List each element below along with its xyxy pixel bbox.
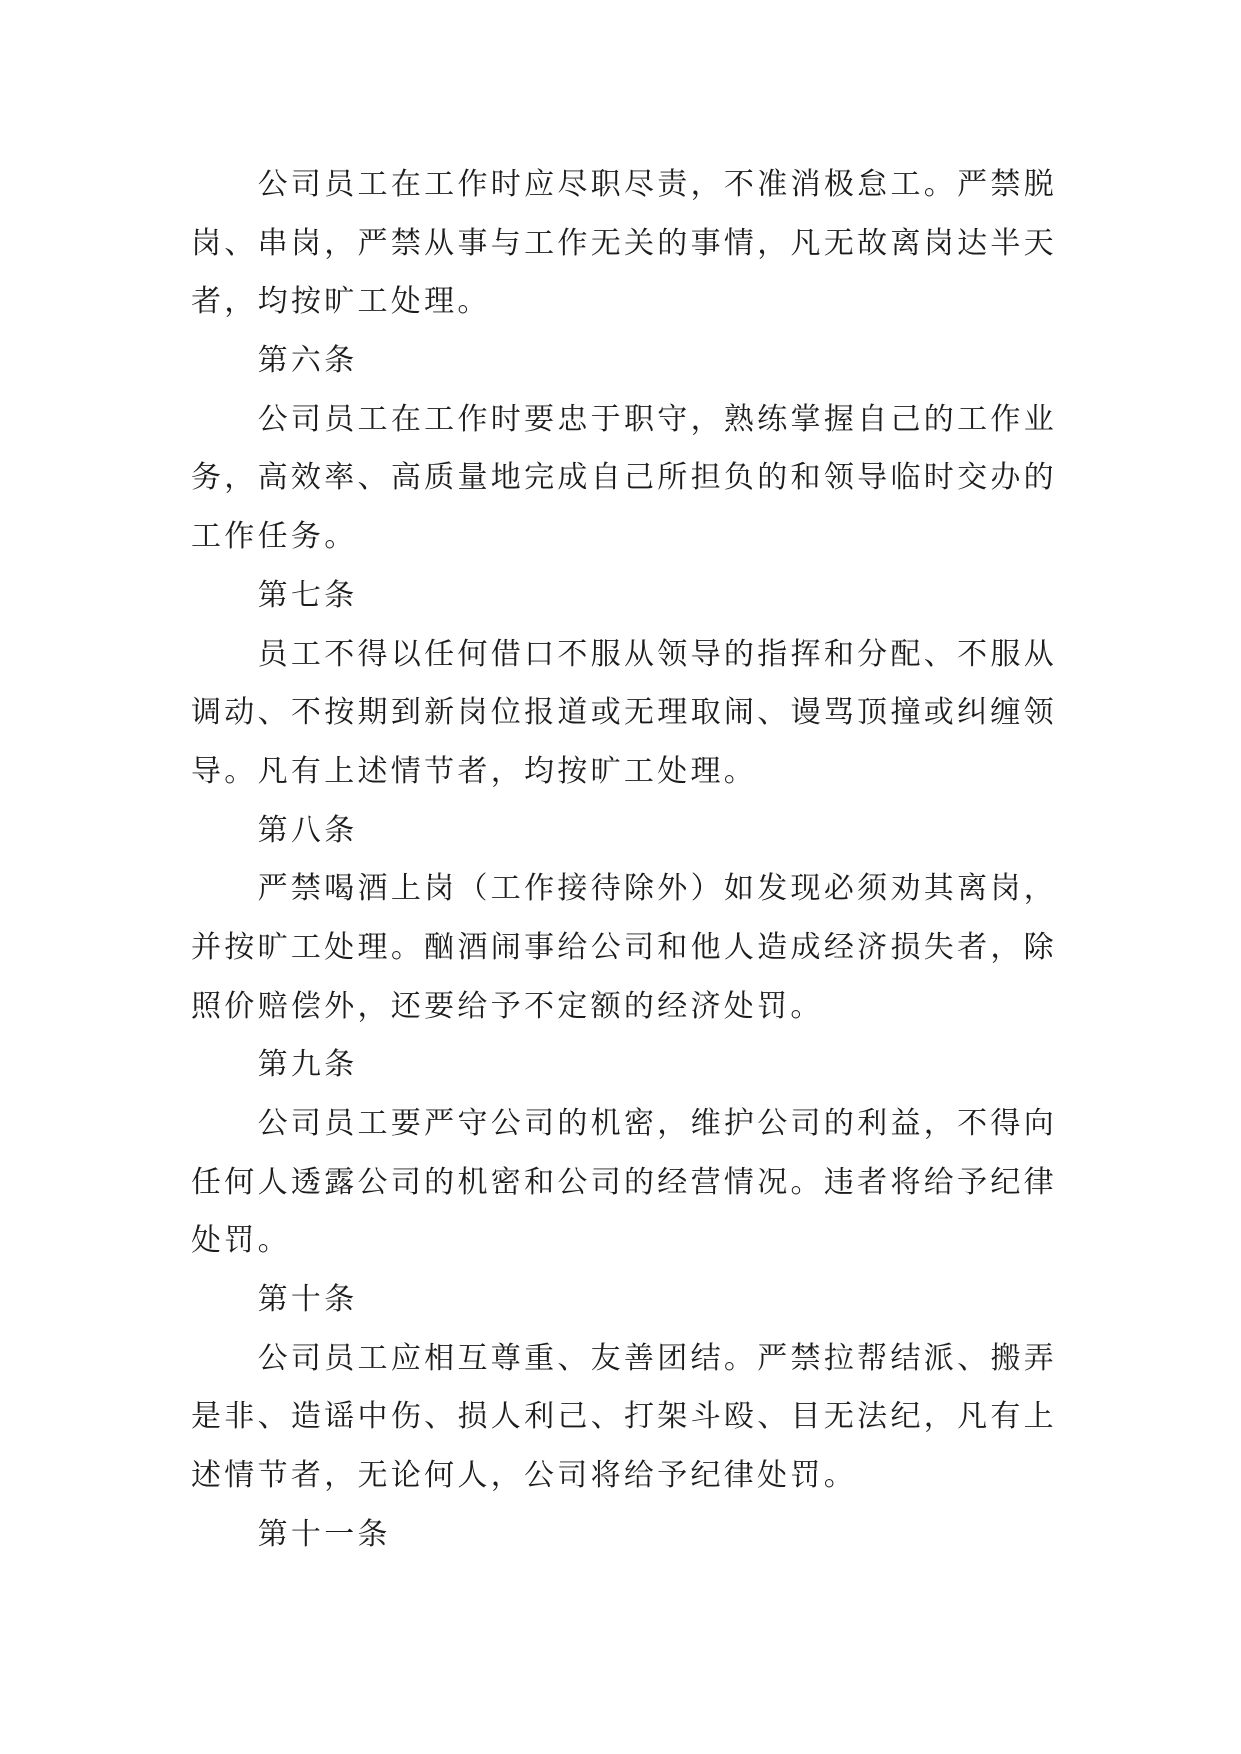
text-line: 调动、不按期到新岗位报道或无理取闹、谩骂顶撞或纠缠领 <box>191 695 1057 731</box>
article-heading <box>191 1271 1057 1330</box>
text-line: 公司员工在工作时应尽职尽责，不准消极怠工。严禁脱 <box>257 167 1057 202</box>
text-line: 公司员工应相互尊重、友善团结。严禁拉帮结派、搬弄 <box>257 1340 1057 1376</box>
text-line: 述情节者，无论何人，公司将给予纪律处罚。 <box>191 1458 857 1494</box>
paragraph <box>191 156 1057 332</box>
text-line: 导。凡有上述情节者，均按旷工处理。 <box>191 753 758 789</box>
article-heading <box>191 1036 1057 1095</box>
article-heading <box>191 332 1057 391</box>
article-heading-text: 第六条 <box>257 343 358 379</box>
text-line: 是非、造谣中伤、损人利己、打架斗殴、目无法纪，凡有上 <box>191 1399 1057 1435</box>
text-line: 岗、串岗，严禁从事与工作无关的事情，凡无故离岗达半天 <box>191 225 1057 261</box>
text-line: 严禁喝酒上岗（工作接待除外）如发现必须劝其离岗， <box>257 871 1057 907</box>
text-line: 员工不得以任何借口不服从领导的指挥和分配、不服从 <box>257 636 1057 672</box>
article-heading-text: 第九条 <box>257 1047 358 1083</box>
article-heading <box>191 1506 1057 1565</box>
article-heading-text: 第十条 <box>257 1282 358 1318</box>
article-heading <box>191 802 1057 861</box>
article-heading-text: 第八条 <box>257 812 358 848</box>
document-body <box>191 156 1057 1565</box>
paragraph <box>191 391 1057 567</box>
article-heading <box>191 567 1057 626</box>
paragraph <box>191 1330 1057 1506</box>
text-line: 务，高效率、高质量地完成自己所担负的和领导临时交办的 <box>191 460 1057 496</box>
paragraph <box>191 1095 1057 1271</box>
text-line: 公司员工在工作时要忠于职守，熟练掌握自己的工作业 <box>257 401 1057 437</box>
article-heading-text: 第十一条 <box>257 1516 391 1552</box>
article-heading-text: 第七条 <box>257 577 358 613</box>
text-line: 照价赔偿外，还要给予不定额的经济处罚。 <box>191 988 824 1024</box>
text-line: 公司员工要严守公司的机密，维护公司的利益，不得向 <box>257 1106 1057 1141</box>
text-line: 处罚。 <box>191 1223 291 1259</box>
text-line: 工作任务。 <box>191 519 358 555</box>
text-line: 并按旷工处理。酗酒闹事给公司和他人造成经济损失者，除 <box>191 929 1057 965</box>
text-line: 者，均按旷工处理。 <box>191 284 491 320</box>
paragraph <box>191 860 1057 1036</box>
text-line: 任何人透露公司的机密和公司的经营情况。违者将给予纪律 <box>191 1164 1057 1200</box>
paragraph <box>191 626 1057 802</box>
